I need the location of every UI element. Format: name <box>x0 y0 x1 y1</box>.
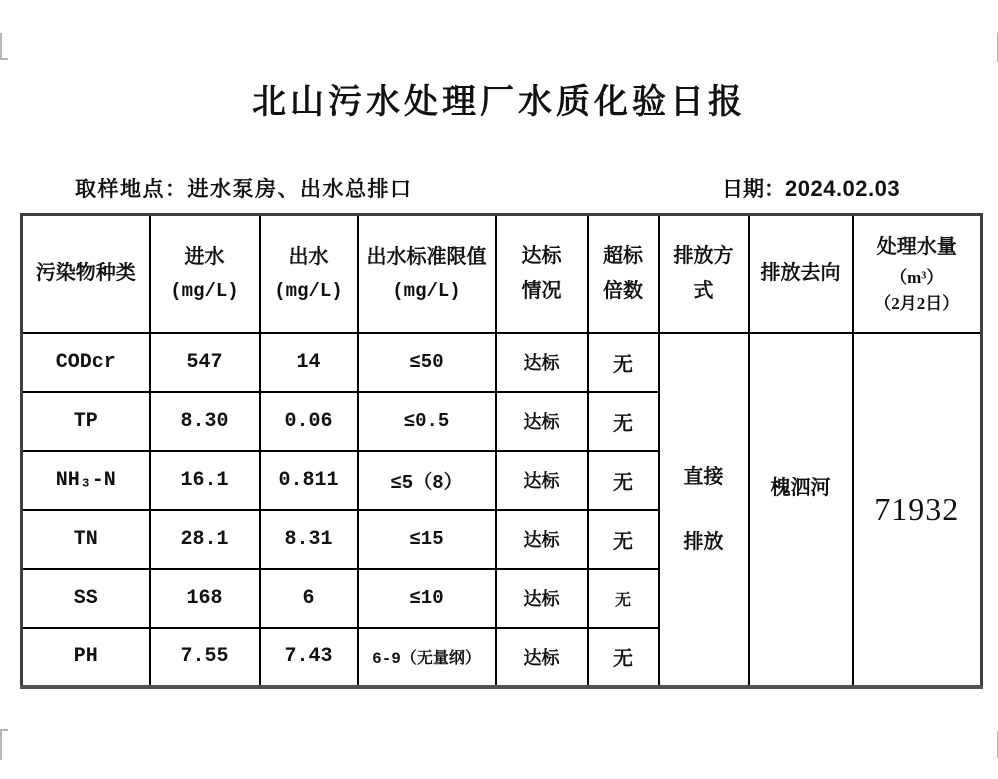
column-header-influent: 进水 (mg/L) <box>150 215 260 333</box>
status-cell: 达标 <box>496 333 588 392</box>
column-header-treated-volume: 处理水量 （m³） （2月2日） <box>853 215 982 333</box>
column-header-discharge-destination: 排放去向 <box>749 215 853 333</box>
report-date <box>722 173 900 203</box>
column-header-discharge-method: 排放方 式 <box>659 215 749 333</box>
column-header-exceedance: 超标 倍数 <box>588 215 659 333</box>
limit-cell: ≤5（8） <box>358 451 496 510</box>
exceedance-cell: 无 <box>588 392 659 451</box>
column-header-status: 达标 情况 <box>496 215 588 333</box>
influent-cell: 8.30 <box>150 392 260 451</box>
page-border-mark-top-left <box>0 33 8 60</box>
table-row-codcr <box>22 333 982 392</box>
date-label: 日期： <box>722 177 785 201</box>
limit-cell: ≤50 <box>358 333 496 392</box>
page-border-mark-bottom-left <box>0 729 8 760</box>
status-cell: 达标 <box>496 451 588 510</box>
exceedance-cell: 无 <box>588 510 659 569</box>
status-cell: 达标 <box>496 392 588 451</box>
page-border-mark-bottom-right <box>994 731 998 758</box>
effluent-cell: 0.06 <box>260 392 358 451</box>
column-header-limit: 出水标准限值 (mg/L) <box>358 215 496 333</box>
effluent-cell: 0.811 <box>260 451 358 510</box>
exceedance-cell: 无 <box>588 451 659 510</box>
influent-cell: 28.1 <box>150 510 260 569</box>
exceedance-cell: 无 <box>588 628 659 687</box>
page-border-mark-top-right <box>994 33 998 62</box>
limit-cell: ≤0.5 <box>358 392 496 451</box>
column-header-effluent: 出水 (mg/L) <box>260 215 358 333</box>
status-cell: 达标 <box>496 569 588 628</box>
limit-cell: ≤15 <box>358 510 496 569</box>
pollutant-cell: CODcr <box>22 333 150 392</box>
sampling-location-label: 取样地点：进水泵房、出水总排口 <box>75 177 413 201</box>
date-value: 2024.02.03 <box>785 176 901 201</box>
page-title: 北山污水处理厂水质化验日报 <box>252 84 746 121</box>
water-quality-table <box>20 213 983 689</box>
exceedance-cell: 无 <box>588 333 659 392</box>
pollutant-cell: SS <box>22 569 150 628</box>
pollutant-cell: NH₃-N <box>22 451 150 510</box>
discharge-destination-cell: 槐泗河 <box>749 333 853 687</box>
header-row <box>22 215 982 333</box>
influent-cell: 16.1 <box>150 451 260 510</box>
effluent-cell: 7.43 <box>260 628 358 687</box>
pollutant-cell: PH <box>22 628 150 687</box>
effluent-cell: 8.31 <box>260 510 358 569</box>
effluent-cell: 6 <box>260 569 358 628</box>
limit-cell: 6-9（无量纲） <box>358 628 496 687</box>
status-cell: 达标 <box>496 510 588 569</box>
pollutant-cell: TP <box>22 392 150 451</box>
influent-cell: 547 <box>150 333 260 392</box>
discharge-method-cell: 直接 排放 <box>659 333 749 687</box>
column-header-pollutant: 污染物种类 <box>22 215 150 333</box>
pollutant-cell: TN <box>22 510 150 569</box>
influent-cell: 168 <box>150 569 260 628</box>
exceedance-cell: 无 <box>588 569 659 628</box>
status-cell: 达标 <box>496 628 588 687</box>
limit-cell: ≤10 <box>358 569 496 628</box>
effluent-cell: 14 <box>260 333 358 392</box>
treated-volume-cell: 71932 <box>853 333 982 687</box>
influent-cell: 7.55 <box>150 628 260 687</box>
